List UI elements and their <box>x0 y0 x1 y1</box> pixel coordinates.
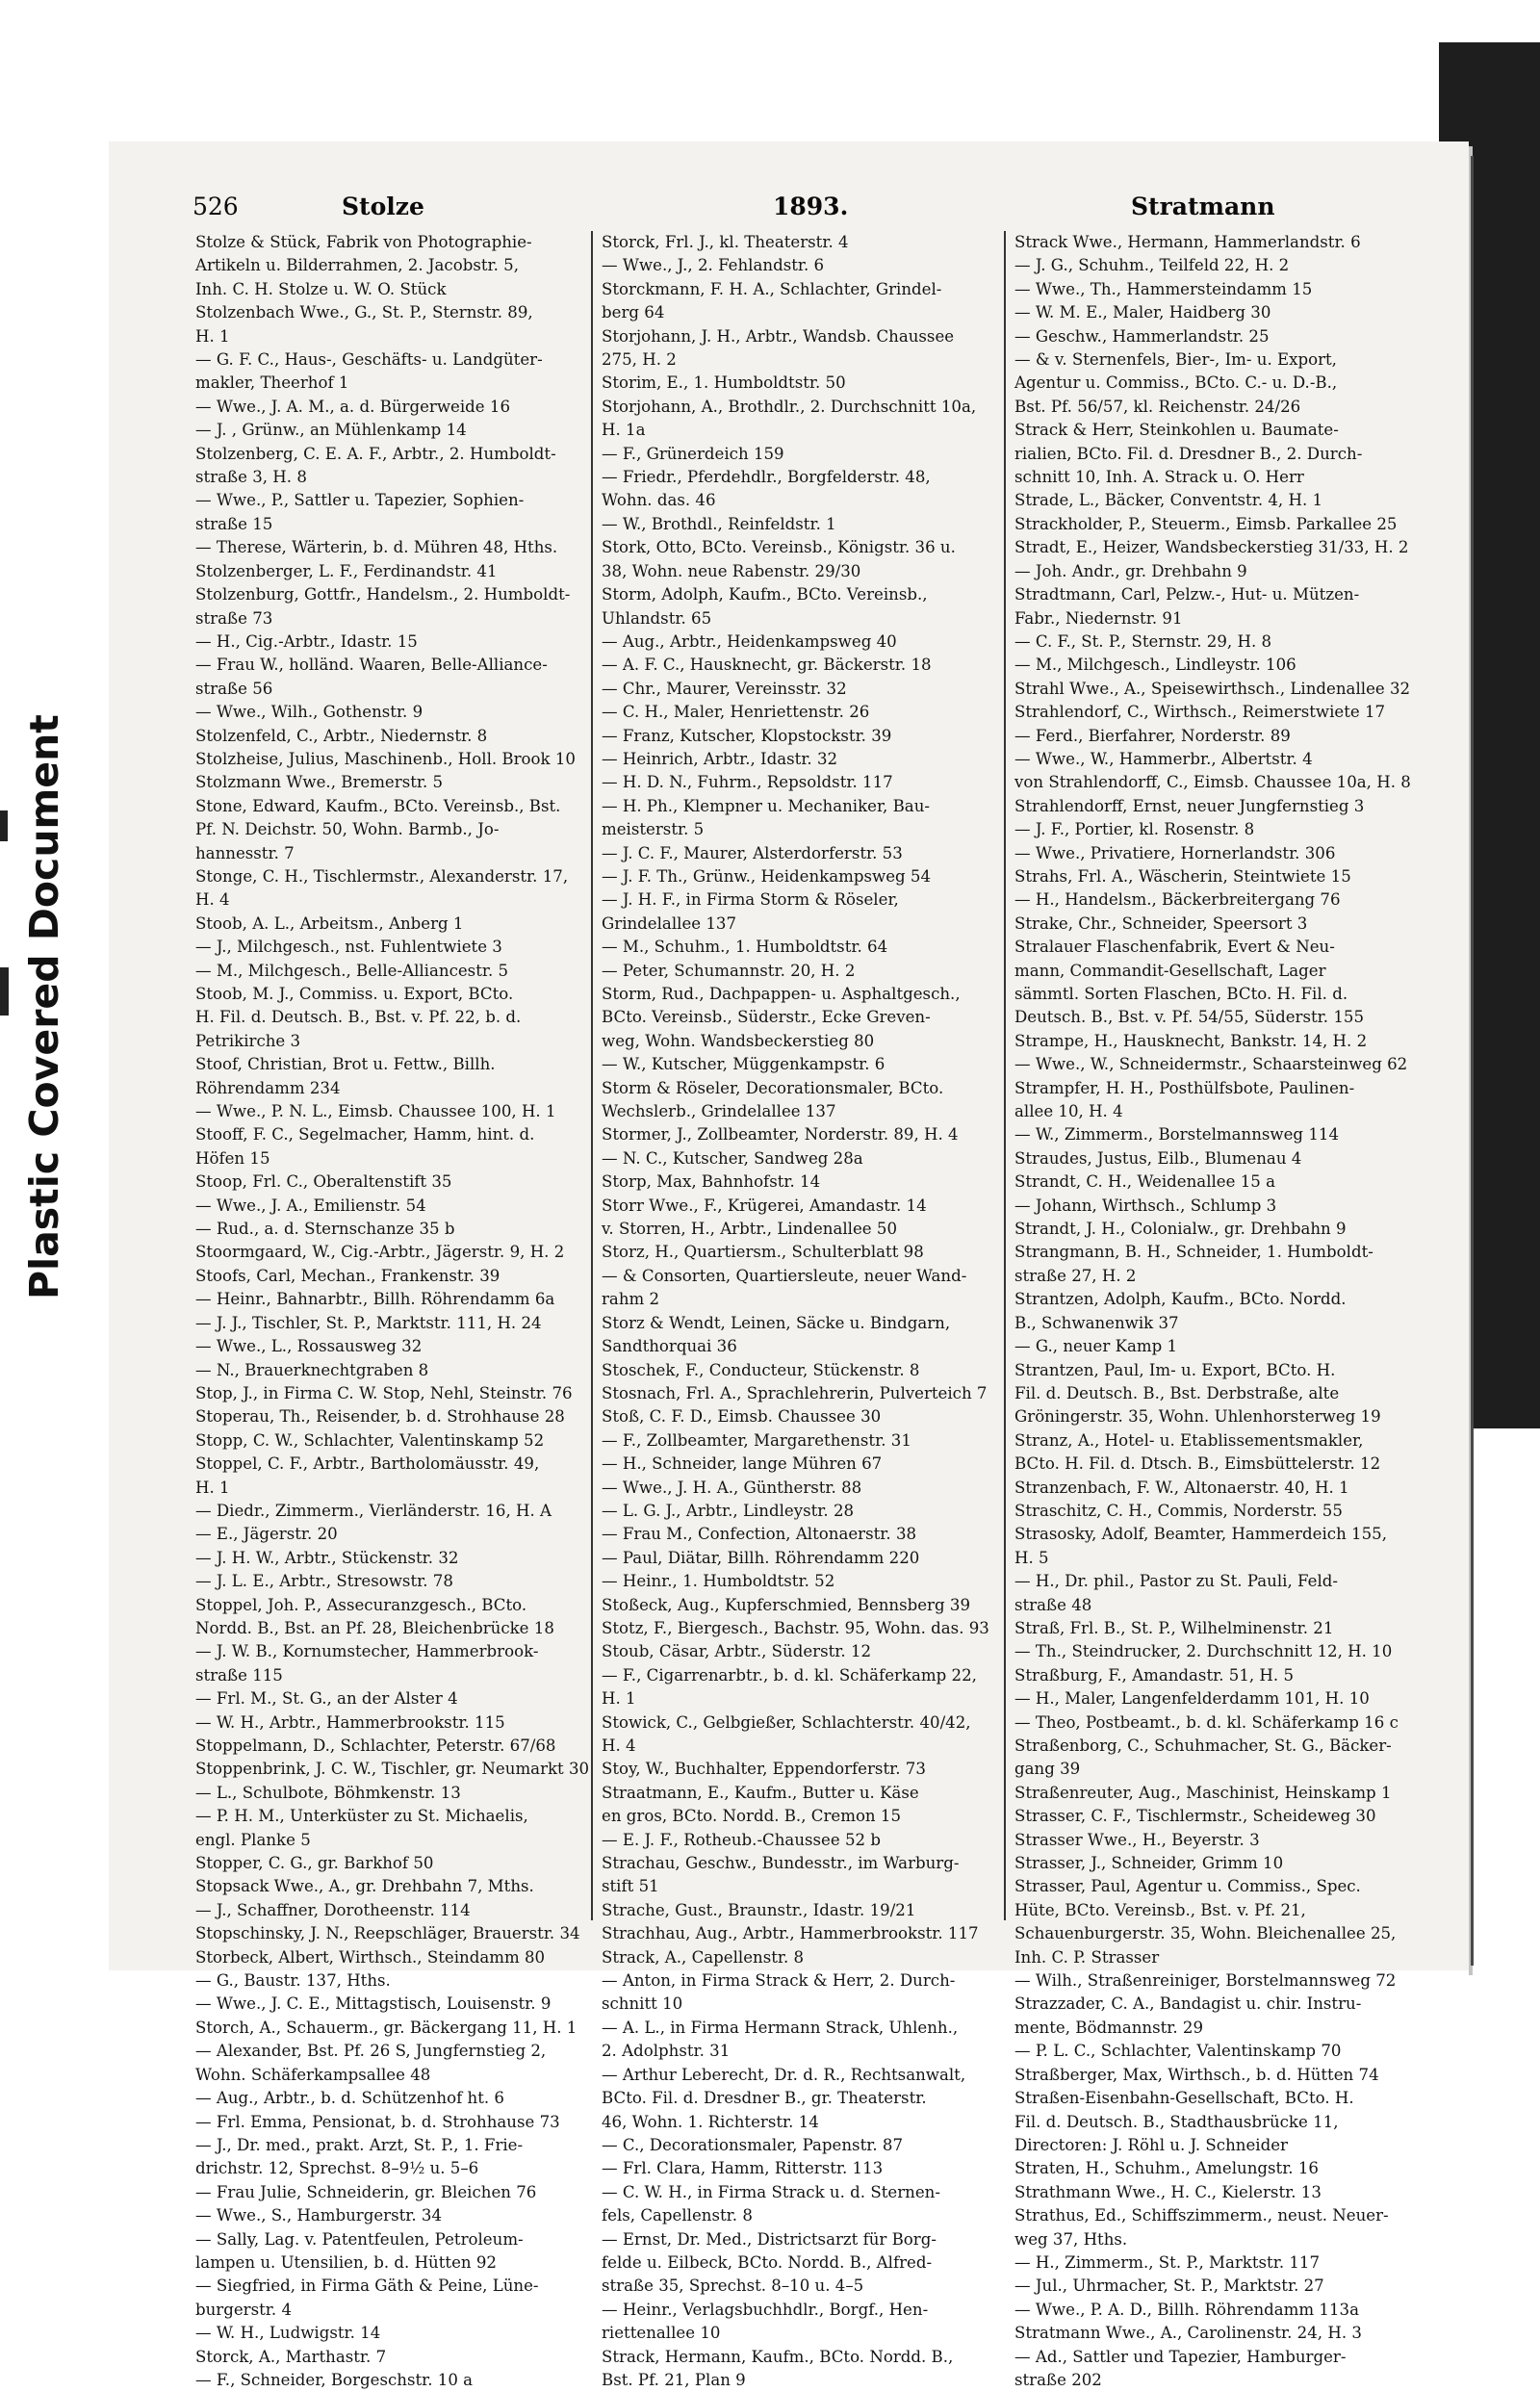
directory-entry-line: — Wwe., J., 2. Fehlandstr. 6 <box>602 256 825 275</box>
directory-entry-line: Petrikirche 3 <box>195 1031 301 1050</box>
directory-entry-line: Strampfer, H. H., Posthülfsbote, Paulinen- <box>1014 1078 1355 1097</box>
directory-entry-line: Stoob, M. J., Commiss. u. Export, BCto. <box>195 985 514 1003</box>
directory-entry-line: Stoppel, C. F., Arbtr., Bartholomäusstr. 49, <box>195 1454 540 1474</box>
directory-entry-line: Stopsack Wwe., A., gr. Drehbahn 7, Mths. <box>195 1877 534 1896</box>
directory-entry-line: straße 48 <box>1014 1595 1092 1614</box>
page-header <box>192 193 1444 229</box>
directory-entry-line: — Wwe., W., Schneidermstr., Schaarsteinweg 62 <box>1014 1055 1408 1074</box>
directory-entry-line: Stoperau, Th., Reisender, b. d. Strohhause 28 <box>195 1407 565 1427</box>
directory-entry-line: Straßenreuter, Aug., Maschinist, Heinskamp 1 <box>1014 1783 1392 1802</box>
directory-entry-line: Stolzmann Wwe., Bremerstr. 5 <box>195 773 444 792</box>
directory-entry-line: Storz & Wendt, Leinen, Säcke u. Bindgarn, <box>602 1313 951 1332</box>
directory-entry-line: H. 5 <box>1014 1548 1049 1567</box>
directory-entry-line: — J. G., Schuhm., Teilfeld 22, H. 2 <box>1014 256 1290 275</box>
directory-entry-line: Inh. C. H. Stolze u. W. O. Stück <box>195 279 447 298</box>
directory-entry-line: — Wwe., J. C. E., Mittagstisch, Louisenstr. 9 <box>195 1994 552 2014</box>
directory-entry-line: — H., Schneider, lange Mühren 67 <box>602 1454 883 1474</box>
directory-entry-line: — Diedr., Zimmerm., Vierländerstr. 16, H. A <box>195 1501 552 1520</box>
directory-entry-line: — Rud., a. d. Sternschanze 35 b <box>195 1220 455 1239</box>
directory-entry-line: — A. L., in Firma Hermann Strack, Uhlenh., <box>602 2018 959 2037</box>
directory-entry-line: Stop, J., in Firma C. W. Stop, Nehl, Steinstr. 76 <box>195 1383 573 1402</box>
directory-entry-line: Stoßeck, Aug., Kupferschmied, Bennsberg 39 <box>602 1595 971 1614</box>
directory-entry-line: — J., Schaffner, Dorotheenstr. 114 <box>195 1900 471 1919</box>
directory-entry-line: 275, H. 2 <box>602 350 677 370</box>
directory-entry-line: Stradtmann, Carl, Pelzw.-, Hut- u. Mützen- <box>1014 585 1360 604</box>
directory-entry-line: Storck, A., Marthastr. 7 <box>195 2347 387 2366</box>
directory-entry-line: — J. H. W., Arbtr., Stückenstr. 32 <box>195 1548 459 1567</box>
directory-entry-line: Strack & Herr, Steinkohlen u. Baumate- <box>1014 421 1339 440</box>
directory-entry-line: — Heinr., Bahnarbtr., Billh. Röhrendamm 6a <box>195 1290 555 1309</box>
directory-entry-line: lampen u. Utensilien, b. d. Hütten 92 <box>195 2252 497 2272</box>
column-divider <box>1004 231 1006 1920</box>
directory-entry-line: Stotz, F., Biergesch., Bachstr. 95, Wohn. das. 93 <box>602 1618 989 1637</box>
directory-entry-line: Bst. Pf. 21, Plan 9 <box>602 2370 746 2389</box>
directory-entry-line: — W., Zimmerm., Borstelmannsweg 114 <box>1014 1125 1340 1145</box>
directory-entry-line: Strack, Hermann, Kaufm., BCto. Nordd. B., <box>602 2347 954 2366</box>
directory-entry-line: Stoob, A. L., Arbeitsm., Anberg 1 <box>195 913 464 933</box>
directory-entry-line: Stoormgaard, W., Cig.-Arbtr., Jägerstr. 9, H. 2 <box>195 1243 565 1262</box>
directory-entry-line: — H. Ph., Klempner u. Mechaniker, Bau- <box>602 796 930 815</box>
directory-entry-line: — Heinr., Verlagsbuchhdlr., Borgf., Hen- <box>602 2300 929 2319</box>
directory-entry-line: Stosnach, Frl. A., Sprachlehrerin, Pulverteich 7 <box>602 1383 988 1402</box>
directory-entry-line: — J. F., Portier, kl. Rosenstr. 8 <box>1014 820 1255 839</box>
directory-entry-line: Directoren: J. Röhl u. J. Schneider <box>1014 2135 1288 2154</box>
scan-side-label: Plastic Covered Document <box>21 714 67 1299</box>
directory-entry-line: 38, Wohn. neue Rabenstr. 29/30 <box>602 561 861 580</box>
directory-column-3 <box>1014 231 1419 2389</box>
directory-entry-line: Stonge, C. H., Tischlermstr., Alexanderstr. 17, <box>195 866 569 886</box>
directory-entry-line: Höfen 15 <box>195 1148 270 1168</box>
directory-entry-line: Strahlendorff, Ernst, neuer Jungfernstieg 3 <box>1014 796 1365 815</box>
directory-entry-line: Storjohann, A., Brothdlr., 2. Durchschnitt 10a, <box>602 397 977 416</box>
directory-entry-line: Stolze & Stück, Fabrik von Photographie- <box>195 233 532 251</box>
directory-entry-line: — W. H., Ludwigstr. 14 <box>195 2324 381 2343</box>
directory-entry-line: Storckmann, F. H. A., Schlachter, Grindel- <box>602 279 942 298</box>
directory-entry-line: stift 51 <box>602 1877 659 1896</box>
directory-entry-line: allee 10, H. 4 <box>1014 1102 1123 1121</box>
directory-entry-line: Strandt, J. H., Colonialw., gr. Drehbahn 9 <box>1014 1220 1347 1239</box>
directory-entry-line: — G., neuer Kamp 1 <box>1014 1337 1178 1356</box>
directory-entry-line: straße 3, H. 8 <box>195 468 307 487</box>
directory-entry-line: Stoppel, Joh. P., Assecuranzgesch., BCto. <box>195 1595 527 1614</box>
directory-entry-line: Stralauer Flaschenfabrik, Evert & Neu- <box>1014 938 1335 957</box>
column-divider <box>591 231 593 1920</box>
directory-entry-line: burgerstr. 4 <box>195 2300 293 2319</box>
directory-entry-line: rialien, BCto. Fil. d. Dresdner B., 2. Durch- <box>1014 444 1363 463</box>
directory-entry-line: — Wwe., P. N. L., Eimsb. Chaussee 100, H. 1 <box>195 1102 556 1121</box>
directory-entry-line: H. 1 <box>195 1478 230 1497</box>
directory-entry-line: Straatmann, E., Kaufm., Butter u. Käse <box>602 1783 919 1802</box>
directory-entry-line: Schauenburgerstr. 35, Wohn. Bleichenallee 25, <box>1014 1924 1397 1943</box>
directory-entry-line: — Wilh., Straßenreiniger, Borstelmannsweg 72 <box>1014 1971 1397 1991</box>
scan-edge-mark <box>0 810 8 841</box>
directory-entry-line: Straßen-Eisenbahn-Gesellschaft, BCto. H. <box>1014 2089 1354 2108</box>
directory-entry-line: Nordd. B., Bst. an Pf. 28, Bleichenbrücke 18 <box>195 1618 554 1637</box>
directory-entry-line: — Frau W., holländ. Waaren, Belle-Alliance- <box>195 656 548 675</box>
directory-entry-line: riettenallee 10 <box>602 2324 721 2343</box>
directory-entry-line: — F., Schneider, Borgeschstr. 10 a <box>195 2370 474 2389</box>
directory-entry-line: — Friedr., Pferdehdlr., Borgfelderstr. 48, <box>602 468 931 487</box>
directory-entry-line: fels, Capellenstr. 8 <box>602 2206 753 2225</box>
directory-entry-line: felde u. Eilbeck, BCto. Nordd. B., Alfred- <box>602 2252 933 2272</box>
directory-entry-line: — Sally, Lag. v. Patentfeulen, Petroleum- <box>195 2229 524 2249</box>
directory-entry-line: — N. C., Kutscher, Sandweg 28a <box>602 1148 863 1168</box>
directory-entry-line: Agentur u. Commiss., BCto. C.- u. D.-B., <box>1014 373 1338 393</box>
directory-entry-line: 2. Adolphstr. 31 <box>602 2042 731 2061</box>
directory-entry-line: — Frl. Clara, Hamm, Ritterstr. 113 <box>602 2159 884 2178</box>
directory-entry-line: — Jul., Uhrmacher, St. P., Marktstr. 27 <box>1014 2276 1324 2296</box>
directory-entry-line: — Frl. M., St. G., an der Alster 4 <box>195 1689 458 1709</box>
directory-entry-line: Storim, E., 1. Humboldtstr. 50 <box>602 373 846 393</box>
directory-entry-line: Artikeln u. Bilderrahmen, 2. Jacobstr. 5, <box>195 256 519 275</box>
directory-entry-line: — J. L. E., Arbtr., Stresowstr. 78 <box>195 1572 453 1591</box>
directory-entry-line: — Wwe., Th., Hammersteindamm 15 <box>1014 279 1313 298</box>
directory-entry-line: — Wwe., Wilh., Gothenstr. 9 <box>195 703 424 722</box>
directory-entry-line: — C., Decorationsmaler, Papenstr. 87 <box>602 2135 904 2154</box>
directory-entry-line: weg 37, Hths. <box>1014 2229 1128 2249</box>
directory-entry-line: — Wwe., L., Rossausweg 32 <box>195 1337 423 1356</box>
directory-entry-line: — L., Schulbote, Böhmkenstr. 13 <box>195 1783 461 1802</box>
directory-entry-line: rahm 2 <box>602 1290 660 1309</box>
directory-entry-line: — Anton, in Firma Strack & Herr, 2. Durch- <box>602 1971 956 1991</box>
directory-entry-line: Stopper, C. G., gr. Barkhof 50 <box>195 1854 434 1873</box>
directory-entry-line: Strasser, Paul, Agentur u. Commiss., Spec. <box>1014 1877 1361 1896</box>
directory-entry-line: — P. L. C., Schlachter, Valentinskamp 70 <box>1014 2042 1342 2061</box>
directory-entry-line: H. 1a <box>602 421 646 440</box>
directory-entry-line: — Siegfried, in Firma Gäth & Peine, Lüne- <box>195 2276 539 2296</box>
directory-entry-line: Storjohann, J. H., Arbtr., Wandsb. Chaussee <box>602 326 955 346</box>
directory-entry-line: — Wwe., J. A. M., a. d. Bürgerweide 16 <box>195 397 510 416</box>
directory-entry-line: — Ferd., Bierfahrer, Norderstr. 89 <box>1014 726 1291 745</box>
directory-entry-line: Inh. C. P. Strasser <box>1014 1947 1160 1967</box>
directory-entry-line: — G. F. C., Haus-, Geschäfts- u. Landgüter- <box>195 350 543 370</box>
directory-entry-line: — Aug., Arbtr., Heidenkampsweg 40 <box>602 631 897 651</box>
directory-entry-line: Storp, Max, Bahnhofstr. 14 <box>602 1172 821 1192</box>
directory-entry-line: Stolzenberger, L. F., Ferdinandstr. 41 <box>195 561 498 580</box>
directory-entry-line: berg 64 <box>602 303 665 322</box>
directory-entry-line: — & Consorten, Quartiersleute, neuer Wand- <box>602 1266 967 1285</box>
directory-entry-line: Stone, Edward, Kaufm., BCto. Vereinsb., Bst. <box>195 796 561 815</box>
directory-entry-line: Strahlendorf, C., Wirthsch., Reimerstwiete 17 <box>1014 703 1386 722</box>
directory-entry-line: straße 56 <box>195 679 273 698</box>
directory-entry-line: — Alexander, Bst. Pf. 26 S, Jungfernstieg 2, <box>195 2042 547 2061</box>
directory-entry-line: — J., Milchgesch., nst. Fuhlentwiete 3 <box>195 938 502 957</box>
directory-entry-line: — Heinrich, Arbtr., Idastr. 32 <box>602 749 838 768</box>
directory-entry-line: mente, Bödmannstr. 29 <box>1014 2018 1204 2037</box>
directory-entry-line: von Strahlendorff, C., Eimsb. Chaussee 10a, H. 8 <box>1014 773 1411 792</box>
directory-entry-line: — H. D. N., Fuhrm., Repsoldstr. 117 <box>602 773 893 792</box>
directory-entry-line: straße 202 <box>1014 2370 1102 2389</box>
directory-entry-line: BCto. H. Fil. d. Dtsch. B., Eimsbüttelerstr. 12 <box>1014 1454 1381 1474</box>
directory-entry-line: Strandt, C. H., Weidenallee 15 a <box>1014 1172 1276 1192</box>
directory-entry-line: Strasser Wwe., H., Beyerstr. 3 <box>1014 1830 1260 1849</box>
directory-entry-line: — M., Milchgesch., Belle-Alliancestr. 5 <box>195 961 509 980</box>
directory-entry-line: — C. W. H., in Firma Strack u. d. Sternen- <box>602 2182 940 2201</box>
directory-column-2 <box>602 231 994 2389</box>
directory-entry-line: — M., Schuhm., 1. Humboldtstr. 64 <box>602 938 888 957</box>
directory-entry-line: gang 39 <box>1014 1760 1081 1779</box>
page-fold <box>1471 156 1474 1966</box>
directory-entry-line: Stolzheise, Julius, Maschinenb., Holl. Brook 10 <box>195 749 576 768</box>
directory-entry-line: — Theo, Postbeamt., b. d. kl. Schäferkamp 16 c <box>1014 1712 1399 1732</box>
directory-entry-line: Strack, A., Capellenstr. 8 <box>602 1947 805 1967</box>
directory-entry-line: — Wwe., S., Hamburgerstr. 34 <box>195 2206 443 2225</box>
scan-edge-mark <box>0 967 9 1016</box>
directory-entry-line: Strahs, Frl. A., Wäscherin, Steintwiete 15 <box>1014 866 1351 886</box>
directory-entry-line: — Therese, Wärterin, b. d. Mühren 48, Hths. <box>195 538 558 557</box>
directory-entry-line: — P. H. M., Unterküster zu St. Michaelis, <box>195 1807 528 1826</box>
directory-entry-line: sämmtl. Sorten Flaschen, BCto. H. Fil. d. <box>1014 985 1348 1003</box>
directory-entry-line: straße 35, Sprechst. 8–10 u. 4–5 <box>602 2276 864 2296</box>
directory-entry-line: schnitt 10, Inh. A. Strack u. O. Herr <box>1014 468 1304 487</box>
directory-entry-line: Uhlandstr. 65 <box>602 608 712 628</box>
directory-entry-line: Strangmann, B. H., Schneider, 1. Humboldt- <box>1014 1243 1373 1262</box>
directory-entry-line: Stormer, J., Zollbeamter, Norderstr. 89, H. 4 <box>602 1125 959 1145</box>
directory-entry-line: — & v. Sternenfels, Bier-, Im- u. Export, <box>1014 350 1337 370</box>
directory-entry-line: — E., Jägerstr. 20 <box>195 1525 338 1544</box>
directory-entry-line: — Aug., Arbtr., b. d. Schützenhof ht. 6 <box>195 2089 504 2108</box>
directory-entry-line: — Franz, Kutscher, Klopstockstr. 39 <box>602 726 892 745</box>
directory-entry-line: straße 115 <box>195 1665 283 1685</box>
directory-entry-line: Strahl Wwe., A., Speisewirthsch., Lindenallee 32 <box>1014 679 1411 698</box>
directory-entry-line: — Geschw., Hammerlandstr. 25 <box>1014 326 1270 346</box>
directory-entry-line: — Peter, Schumannstr. 20, H. 2 <box>602 961 856 980</box>
directory-entry-line: — W., Brothdl., Reinfeldstr. 1 <box>602 514 836 533</box>
directory-column-1 <box>195 231 590 2389</box>
directory-entry-line: Storr Wwe., F., Krügerei, Amandastr. 14 <box>602 1196 927 1215</box>
directory-entry-line: Straßburg, F., Amandastr. 51, H. 5 <box>1014 1665 1295 1685</box>
directory-entry-line: — C. H., Maler, Henriettenstr. 26 <box>602 703 870 722</box>
directory-entry-line: straße 27, H. 2 <box>1014 1266 1137 1285</box>
directory-entry-line: Storbeck, Albert, Wirthsch., Steindamm 80 <box>195 1947 546 1967</box>
directory-entry-line: — J., Dr. med., prakt. Arzt, St. P., 1. Frie- <box>195 2135 524 2154</box>
directory-entry-line: — W., Kutscher, Müggenkampstr. 6 <box>602 1055 886 1074</box>
directory-entry-line: BCto. Vereinsb., Süderstr., Ecke Greven- <box>602 1008 931 1027</box>
directory-entry-line: Stoub, Cäsar, Arbtr., Süderstr. 12 <box>602 1642 872 1661</box>
directory-entry-line: — F., Cigarrenarbtr., b. d. kl. Schäferkamp 22, <box>602 1665 977 1685</box>
directory-entry-line: Stolzenfeld, C., Arbtr., Niedernstr. 8 <box>195 726 488 745</box>
directory-entry-line: — J. , Grünw., an Mühlenkamp 14 <box>195 421 467 440</box>
directory-entry-line: Strachau, Geschw., Bundesstr., im Warburg- <box>602 1854 960 1873</box>
directory-entry-line: Deutsch. B., Bst. v. Pf. 54/55, Süderstr. 155 <box>1014 1008 1365 1027</box>
directory-entry-line: — Johann, Wirthsch., Schlump 3 <box>1014 1196 1277 1215</box>
directory-entry-line: Straßberger, Max, Wirthsch., b. d. Hütten 74 <box>1014 2065 1379 2084</box>
directory-entry-line: — Heinr., 1. Humboldtstr. 52 <box>602 1572 835 1591</box>
directory-entry-line: — M., Milchgesch., Lindleystr. 106 <box>1014 656 1296 675</box>
directory-entry-line: — F., Grünerdeich 159 <box>602 444 784 463</box>
directory-entry-line: Wohn. das. 46 <box>602 491 716 510</box>
directory-entry-line: Stork, Otto, BCto. Vereinsb., Königstr. 36 u. <box>602 538 956 557</box>
directory-entry-line: Strampe, H., Hausknecht, Bankstr. 14, H. 2 <box>1014 1031 1368 1050</box>
page-number: 526 <box>192 193 239 220</box>
directory-entry-line: Straschitz, C. H., Commis, Norderstr. 55 <box>1014 1501 1343 1520</box>
directory-entry-line: — Arthur Leberecht, Dr. d. R., Rechtsanwalt, <box>602 2065 966 2084</box>
directory-entry-line: Stowick, C., Gelbgießer, Schlachterstr. 40/42, <box>602 1712 971 1732</box>
directory-entry-line: Storck, Frl. J., kl. Theaterstr. 4 <box>602 233 849 251</box>
directory-entry-line: — Th., Steindrucker, 2. Durchschnitt 12, H. 10 <box>1014 1642 1393 1661</box>
directory-entry-line: Strack Wwe., Hermann, Hammerlandstr. 6 <box>1014 233 1361 251</box>
directory-entry-line: Straudes, Justus, Eilb., Blumenau 4 <box>1014 1148 1302 1168</box>
directory-entry-line: meisterstr. 5 <box>602 820 705 839</box>
directory-entry-line: Strathus, Ed., Schiffszimmerm., neust. Neuer- <box>1014 2206 1389 2225</box>
directory-entry-line: Hüte, BCto. Vereinsb., Bst. v. Pf. 21, <box>1014 1900 1306 1919</box>
directory-entry-line: — H., Cig.-Arbtr., Idastr. 15 <box>195 631 418 651</box>
directory-entry-line: Storm, Rud., Dachpappen- u. Asphaltgesch., <box>602 985 961 1003</box>
directory-entry-line: Röhrendamm 234 <box>195 1078 341 1097</box>
directory-entry-line: B., Schwanenwik 37 <box>1014 1313 1179 1332</box>
directory-entry-line: Strasser, J., Schneider, Grimm 10 <box>1014 1854 1284 1873</box>
directory-entry-line: Straßenborg, C., Schuhmacher, St. G., Bäcker- <box>1014 1736 1392 1755</box>
directory-entry-line: — W. H., Arbtr., Hammerbrookstr. 115 <box>195 1712 505 1732</box>
directory-entry-line: — C. F., St. P., Sternstr. 29, H. 8 <box>1014 631 1272 651</box>
directory-entry-line: Stoofs, Carl, Mechan., Frankenstr. 39 <box>195 1266 500 1285</box>
directory-entry-line: — Frl. Emma, Pensionat, b. d. Strohhause 73 <box>195 2112 560 2131</box>
directory-entry-line: — Wwe., W., Hammerbr., Albertstr. 4 <box>1014 749 1313 768</box>
directory-entry-line: Stoof, Christian, Brot u. Fettw., Billh. <box>195 1055 496 1074</box>
directory-entry-line: — Chr., Maurer, Vereinsstr. 32 <box>602 679 847 698</box>
header-last-entry: Stratmann <box>1131 193 1275 220</box>
directory-entry-line: — Wwe., J. A., Emilienstr. 54 <box>195 1196 426 1215</box>
directory-entry-line: drichstr. 12, Sprechst. 8–9½ u. 5–6 <box>195 2159 479 2178</box>
directory-entry-line: Stopp, C. W., Schlachter, Valentinskamp 52 <box>195 1430 545 1450</box>
directory-entry-line: — J. H. F., in Firma Storm & Röseler, <box>602 890 899 910</box>
directory-entry-line: Straten, H., Schuhm., Amelungstr. 16 <box>1014 2159 1319 2178</box>
directory-entry-line: H. 4 <box>195 890 230 910</box>
directory-entry-line: Stoy, W., Buchhalter, Eppendorferstr. 73 <box>602 1760 926 1779</box>
directory-entry-line: — N., Brauerknechtgraben 8 <box>195 1360 429 1379</box>
directory-entry-line: BCto. Fil. d. Dresdner B., gr. Theaterstr. <box>602 2089 927 2108</box>
directory-entry-line: — H., Dr. phil., Pastor zu St. Pauli, Feld- <box>1014 1572 1338 1591</box>
directory-entry-line: — Joh. Andr., gr. Drehbahn 9 <box>1014 561 1247 580</box>
directory-entry-line: Strade, L., Bäcker, Conventstr. 4, H. 1 <box>1014 491 1323 510</box>
directory-entry-line: — Ernst, Dr. Med., Districtsarzt für Borg- <box>602 2229 937 2249</box>
directory-entry-line: straße 15 <box>195 514 273 533</box>
directory-entry-line: Strantzen, Adolph, Kaufm., BCto. Nordd. <box>1014 1290 1347 1309</box>
directory-entry-line: — Wwe., P. A. D., Billh. Röhrendamm 113a <box>1014 2300 1359 2319</box>
directory-entry-line: Strake, Chr., Schneider, Speersort 3 <box>1014 913 1308 933</box>
directory-entry-line: — H., Zimmerm., St. P., Marktstr. 117 <box>1014 2252 1321 2272</box>
directory-entry-line: Stooff, F. C., Segelmacher, Hamm, hint. d. <box>195 1125 535 1145</box>
directory-entry-line: en gros, BCto. Nordd. B., Cremon 15 <box>602 1807 902 1826</box>
directory-entry-line: — Frau Julie, Schneiderin, gr. Bleichen 76 <box>195 2182 537 2201</box>
directory-entry-line: Storm & Röseler, Decorationsmaler, BCto. <box>602 1078 944 1097</box>
directory-entry-line: Grindelallee 137 <box>602 913 737 933</box>
directory-entry-line: Stratmann Wwe., A., Carolinenstr. 24, H. 3 <box>1014 2324 1362 2343</box>
directory-entry-line: Stranzenbach, F. W., Altonaerstr. 40, H. 1 <box>1014 1478 1349 1497</box>
directory-entry-line: Stoß, C. F. D., Eimsb. Chaussee 30 <box>602 1407 882 1427</box>
header-year: 1893. <box>773 193 849 220</box>
directory-entry-line: H. Fil. d. Deutsch. B., Bst. v. Pf. 22, b. d. <box>195 1008 522 1027</box>
directory-entry-line: H. 1 <box>195 326 230 346</box>
directory-entry-line: hannesstr. 7 <box>195 843 295 862</box>
directory-entry-line: H. 4 <box>602 1736 636 1755</box>
directory-entry-line: straße 73 <box>195 608 273 628</box>
directory-entry-line: Stradt, E., Heizer, Wandsbeckerstieg 31/33, H. 2 <box>1014 538 1409 557</box>
header-first-entry: Stolze <box>342 193 424 220</box>
directory-entry-line: Pf. N. Deichstr. 50, Wohn. Barmb., Jo- <box>195 820 500 839</box>
directory-entry-line: — J. F. Th., Grünw., Heidenkampsweg 54 <box>602 866 932 886</box>
directory-entry-line: Sandthorquai 36 <box>602 1337 737 1356</box>
directory-entry-line: Stolzenburg, Gottfr., Handelsm., 2. Humboldt- <box>195 585 571 604</box>
directory-entry-line: Fil. d. Deutsch. B., Bst. Derbstraße, alte <box>1014 1383 1340 1402</box>
directory-entry-line: — J. J., Tischler, St. P., Marktstr. 111, H. 24 <box>195 1313 542 1332</box>
directory-entry-line: Stoppelmann, D., Schlachter, Peterstr. 67/68 <box>195 1736 556 1755</box>
directory-entry-line: H. 1 <box>602 1689 636 1709</box>
directory-entry-line: — W. M. E., Maler, Haidberg 30 <box>1014 303 1271 322</box>
directory-entry-line: makler, Theerhof 1 <box>195 373 349 393</box>
directory-entry-line: Strantzen, Paul, Im- u. Export, BCto. H. <box>1014 1360 1336 1379</box>
directory-entry-line: — J. W. B., Kornumstecher, Hammerbrook- <box>195 1642 539 1661</box>
directory-entry-line: Stopschinsky, J. N., Reepschläger, Brauerstr. 34 <box>195 1924 580 1943</box>
directory-entry-line: engl. Planke 5 <box>195 1830 311 1849</box>
directory-entry-line: Storz, H., Quartiersm., Schulterblatt 98 <box>602 1243 924 1262</box>
directory-entry-line: 46, Wohn. 1. Richterstr. 14 <box>602 2112 819 2131</box>
directory-entry-line: Gröningerstr. 35, Wohn. Uhlenhorsterweg 19 <box>1014 1407 1381 1427</box>
directory-entry-line: — H., Maler, Langenfelderdamm 101, H. 10 <box>1014 1689 1370 1709</box>
directory-entry-line: — Ad., Sattler und Tapezier, Hamburger- <box>1014 2347 1347 2366</box>
directory-entry-line: — Frau M., Confection, Altonaerstr. 38 <box>602 1525 917 1544</box>
directory-entry-line: Straß, Frl. B., St. P., Wilhelminenstr. 21 <box>1014 1618 1334 1637</box>
directory-entry-line: — A. F. C., Hausknecht, gr. Bäckerstr. 18 <box>602 656 932 675</box>
directory-entry-line: Strasosky, Adolf, Beamter, Hammerdeich 155, <box>1014 1525 1387 1544</box>
directory-entry-line: Strachhau, Aug., Arbtr., Hammerbrookstr. 117 <box>602 1924 979 1943</box>
directory-entry-line: Fabr., Niedernstr. 91 <box>1014 608 1183 628</box>
directory-entry-line: — J. C. F., Maurer, Alsterdorferstr. 53 <box>602 843 903 862</box>
directory-entry-line: Strathmann Wwe., H. C., Kielerstr. 13 <box>1014 2182 1322 2201</box>
directory-entry-line: Stoppenbrink, J. C. W., Tischler, gr. Neumarkt 30 <box>195 1760 590 1779</box>
directory-entry-line: — G., Baustr. 137, Hths. <box>195 1971 391 1991</box>
directory-entry-line: Stoschek, F., Conducteur, Stückenstr. 8 <box>602 1360 920 1379</box>
directory-entry-line: v. Storren, H., Arbtr., Lindenallee 50 <box>602 1220 898 1239</box>
directory-entry-line: — Wwe., Privatiere, Hornerlandstr. 306 <box>1014 843 1336 862</box>
directory-entry-line: Strazzader, C. A., Bandagist u. chir. Instru- <box>1014 1994 1362 2014</box>
directory-entry-line: Storch, A., Schauerm., gr. Bäckergang 11, H. 1 <box>195 2018 578 2037</box>
directory-entry-line: Storm, Adolph, Kaufm., BCto. Vereinsb., <box>602 585 928 604</box>
directory-entry-line: — F., Zollbeamter, Margarethenstr. 31 <box>602 1430 911 1450</box>
directory-entry-line: Stranz, A., Hotel- u. Etablissementsmakler, <box>1014 1430 1364 1450</box>
directory-entry-line: — Paul, Diätar, Billh. Röhrendamm 220 <box>602 1548 920 1567</box>
directory-entry-line: — Wwe., J. H. A., Güntherstr. 88 <box>602 1478 862 1497</box>
directory-entry-line: — Wwe., P., Sattler u. Tapezier, Sophien- <box>195 491 525 510</box>
directory-entry-line: — H., Handelsm., Bäckerbreitergang 76 <box>1014 890 1341 910</box>
directory-entry-line: Strache, Gust., Braunstr., Idastr. 19/21 <box>602 1900 916 1919</box>
directory-entry-line: Stolzenbach Wwe., G., St. P., Sternstr. 89, <box>195 303 533 322</box>
directory-entry-line: Wechslerb., Grindelallee 137 <box>602 1102 836 1121</box>
directory-entry-line: Stolzenberg, C. E. A. F., Arbtr., 2. Humboldt- <box>195 444 556 463</box>
directory-entry-line: — E. J. F., Rotheub.-Chaussee 52 b <box>602 1830 881 1849</box>
directory-entry-line: schnitt 10 <box>602 1994 683 2014</box>
directory-entry-line: weg, Wohn. Wandsbeckerstieg 80 <box>602 1031 875 1050</box>
directory-entry-line: Fil. d. Deutsch. B., Stadthausbrücke 11, <box>1014 2112 1339 2131</box>
directory-entry-line: Strackholder, P., Steuerm., Eimsb. Parkallee 25 <box>1014 514 1398 533</box>
directory-entry-line: Bst. Pf. 56/57, kl. Reichenstr. 24/26 <box>1014 397 1301 416</box>
directory-entry-line: Wohn. Schäferkampsallee 48 <box>195 2065 431 2084</box>
directory-entry-line: Strasser, C. F., Tischlermstr., Scheideweg 30 <box>1014 1807 1376 1826</box>
directory-entry-line: Stoop, Frl. C., Oberaltenstift 35 <box>195 1172 452 1192</box>
directory-entry-line: — L. G. J., Arbtr., Lindleystr. 28 <box>602 1501 855 1520</box>
directory-entry-line: mann, Commandit-Gesellschaft, Lager <box>1014 961 1326 980</box>
